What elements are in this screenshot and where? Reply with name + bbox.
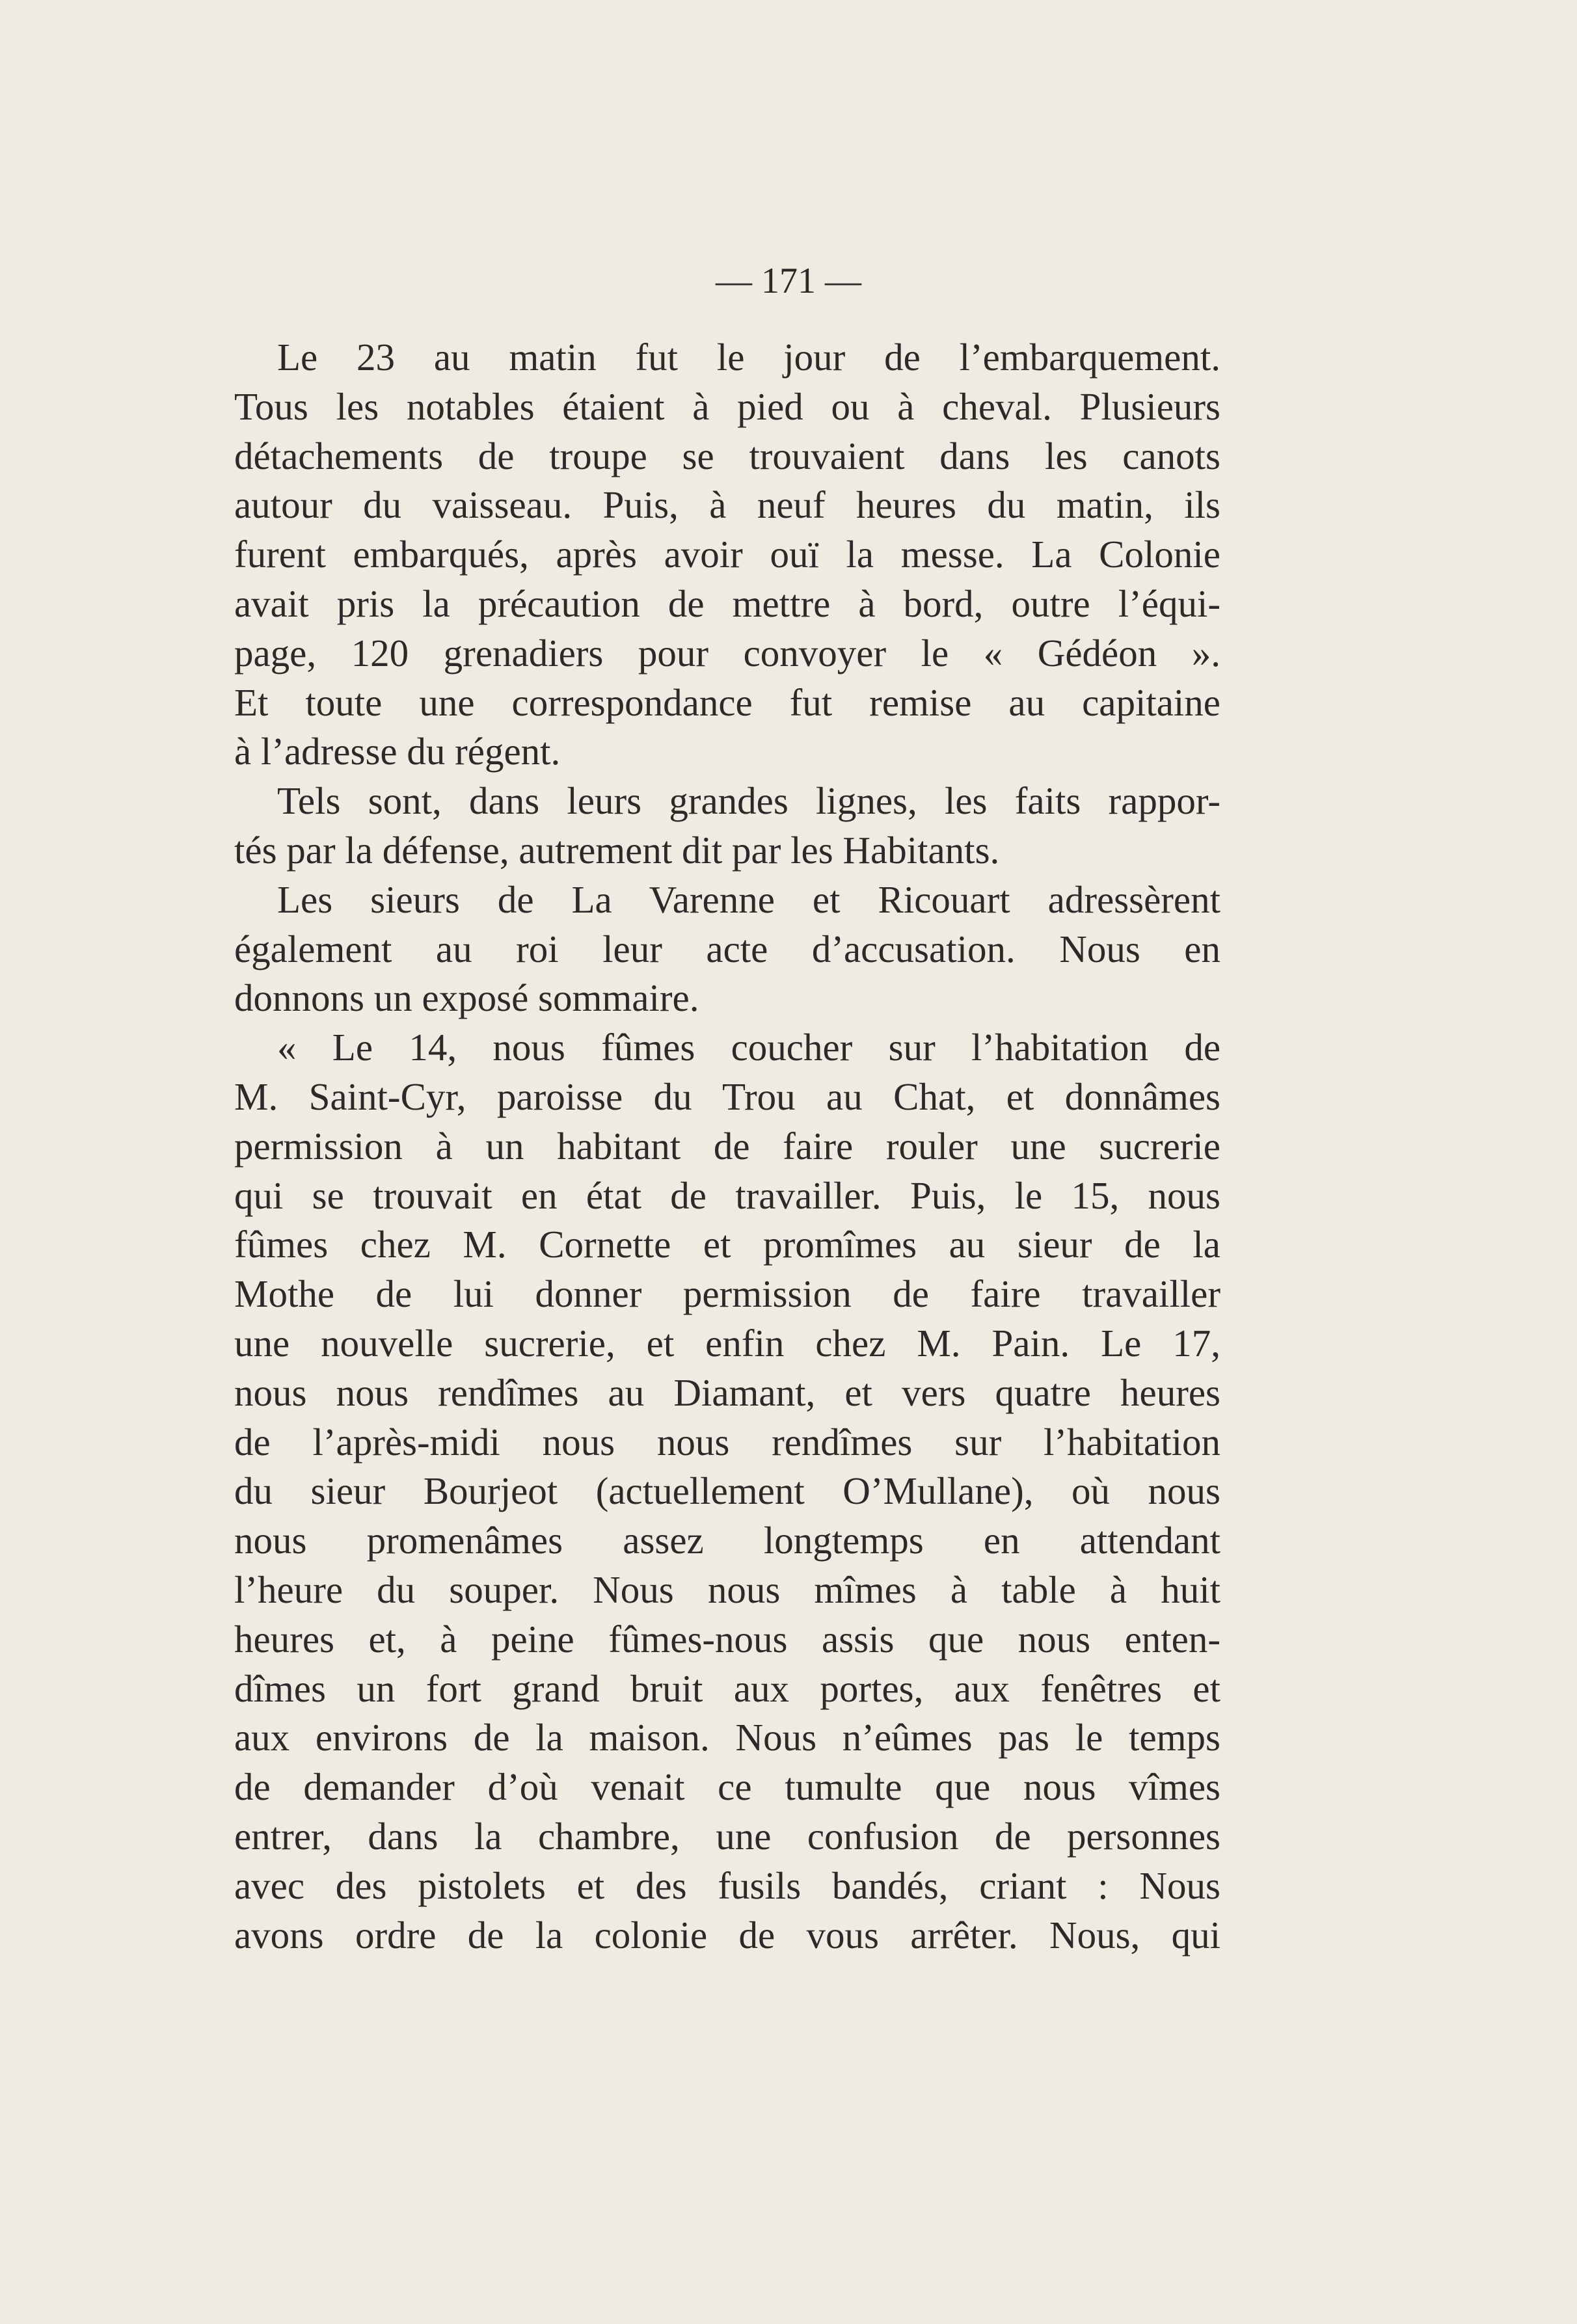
text-line: nous nous rendîmes au Diamant, et vers quatre heures [234, 1370, 1220, 1414]
paragraph [234, 333, 1220, 777]
text-line: furent embarqués, après avoir ouï la messe. La Colonie [234, 533, 1220, 576]
text-line: nous promenâmes assez longtemps en attendant [234, 1519, 1220, 1562]
text-line: Tels sont, dans leurs grandes lignes, les faits rappor- [277, 779, 1220, 823]
text-line: avait pris la précaution de mettre à bord, outre l’équi- [234, 581, 1220, 625]
text-line: de l’après-midi nous nous rendîmes sur l’habitation [234, 1420, 1220, 1463]
body-text [234, 333, 1220, 1960]
text-line: Le 23 au matin fut le jour de l’embarquement. [277, 336, 1220, 379]
text-line: du sieur Bourjeot (actuellement O’Mullane), où nous [234, 1469, 1220, 1513]
text-line: avec des pistolets et des fusils bandés, criant : Nous [234, 1863, 1220, 1907]
text-line: entrer, dans la chambre, une confusion de personnes [234, 1814, 1220, 1858]
text-line: l’heure du souper. Nous nous mîmes à table à huit [234, 1568, 1220, 1611]
text-line: Tous les notables étaient à pied ou à cheval. Plusieurs [234, 384, 1220, 428]
text-line: qui se trouvait en état de travailler. Puis, le 15, nous [234, 1173, 1220, 1217]
text-line: heures et, à peine fûmes-nous assis que nous enten- [234, 1617, 1220, 1661]
text-line: donnons un exposé sommaire. [234, 976, 699, 1020]
text-line: « Le 14, nous fûmes coucher sur l’habitation de [277, 1026, 1220, 1069]
text-line: Et toute une correspondance fut remise au capitaine [234, 680, 1220, 724]
text-line: Les sieurs de La Varenne et Ricouart adressèrent [277, 877, 1220, 921]
text-line: à l’adresse du régent. [234, 730, 561, 773]
text-line: M. Saint-Cyr, paroisse du Trou au Chat, et donnâmes [234, 1075, 1220, 1118]
text-line: Mothe de lui donner permission de faire travailler [234, 1272, 1220, 1316]
page-number: — 171 — [716, 261, 861, 301]
text-line: page, 120 grenadiers pour convoyer le « Gédéon ». [234, 631, 1220, 674]
text-line: autour du vaisseau. Puis, à neuf heures du matin, ils [234, 483, 1220, 527]
paragraph [234, 777, 1220, 875]
text-line: permission à un habitant de faire rouler une sucrerie [234, 1124, 1220, 1168]
text-line: tés par la défense, autrement dit par les Habitants. [234, 828, 1000, 872]
text-line: dîmes un fort grand bruit aux portes, aux fenêtres et [234, 1666, 1220, 1710]
text-line: une nouvelle sucrerie, et enfin chez M. Pain. Le 17, [234, 1321, 1220, 1365]
text-line: également au roi leur acte d’accusation. Nous en [234, 927, 1220, 970]
text-line: aux environs de la maison. Nous n’eûmes pas le temps [234, 1716, 1220, 1759]
text-line: fûmes chez M. Cornette et promîmes au sieur de la [234, 1223, 1220, 1266]
text-line: détachements de troupe se trouvaient dans les canots [234, 434, 1220, 477]
text-line: avons ordre de la colonie de vous arrêter. Nous, qui [234, 1913, 1220, 1957]
text-line: de demander d’où venait ce tumulte que nous vîmes [234, 1765, 1220, 1809]
paragraph [234, 875, 1220, 1023]
paragraph [234, 1023, 1220, 1960]
